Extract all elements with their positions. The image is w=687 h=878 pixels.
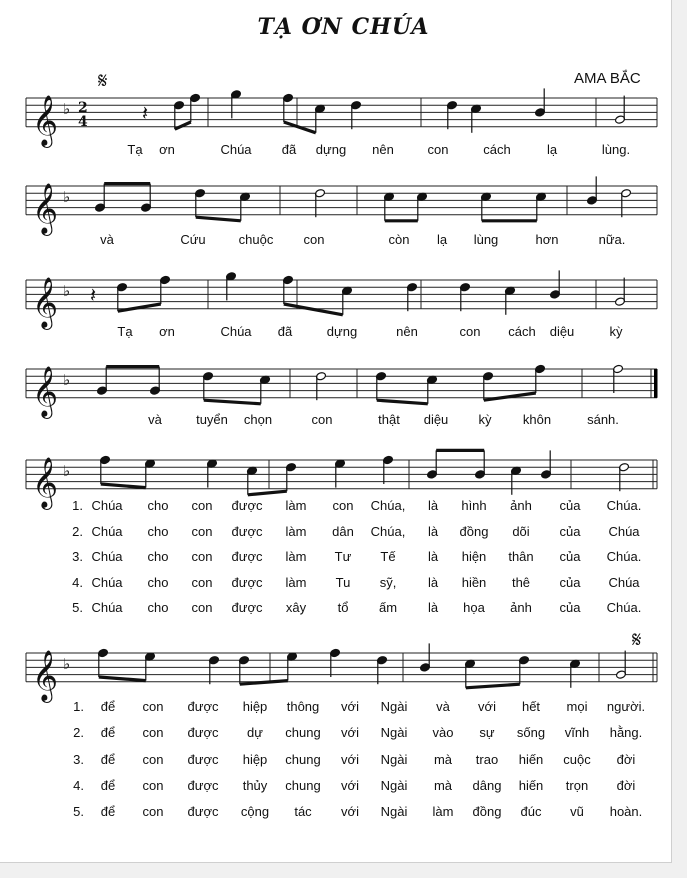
lyric-syllable: hằng. — [609, 725, 643, 741]
lyric-syllable: làm — [285, 574, 307, 590]
lyric-syllable: được — [231, 600, 263, 615]
lyric-syllable: với — [341, 699, 359, 714]
lyric-syllable: được — [187, 777, 219, 793]
lyric-syllable: cho — [147, 549, 169, 564]
lyric-syllable: sỹ, — [379, 574, 397, 590]
lyric-syllable: con — [191, 523, 213, 539]
lyric-syllable: kỳ — [609, 324, 623, 339]
lyric-syllable: Ngài — [380, 777, 408, 793]
lyric-syllable: là — [427, 549, 439, 564]
lyric-syllable: mọi — [566, 699, 588, 714]
verse-number: 3. — [73, 751, 84, 767]
lyric-syllable: với — [341, 777, 359, 793]
note-beam — [248, 491, 287, 495]
lyric-syllable: hiền — [461, 574, 487, 590]
note-beam — [101, 484, 146, 488]
lyric-syllable: chọn — [243, 412, 273, 427]
lyric-syllable: là — [427, 498, 439, 513]
note-beam — [284, 122, 316, 133]
lyric-syllable: để — [100, 777, 116, 793]
lyric-syllable: vĩnh — [564, 725, 590, 741]
lyric-syllable: vũ — [570, 804, 584, 820]
treble-clef-icon: 𝄞 — [32, 365, 59, 417]
lyric-syllable: hơn — [535, 232, 559, 247]
lyric-syllable: dâng — [472, 777, 502, 793]
lyric-syllable: thủy — [242, 777, 268, 793]
lyric-syllable: con — [459, 324, 481, 339]
lyric-syllable: Chúa, — [370, 523, 406, 539]
lyric-syllable: thông — [286, 699, 320, 714]
note-beam — [118, 304, 161, 311]
lyric-syllable: nữa. — [598, 232, 626, 247]
flat-key-signature-icon: ♭ — [63, 100, 71, 118]
lyric-syllable: lạ — [436, 232, 448, 247]
lyric-syllable: hiến — [518, 777, 544, 793]
lyric-syllable: làm — [432, 804, 454, 820]
lyric-syllable: làm — [285, 549, 307, 564]
lyric-syllable: đã — [277, 324, 293, 339]
note-beam — [284, 304, 343, 315]
lyric-syllable: nên — [396, 324, 418, 339]
lyric-syllable: Chúa — [91, 498, 123, 513]
lyric-syllable: con — [142, 699, 164, 714]
lyric-syllable: Chúa — [91, 549, 123, 564]
note-beam — [240, 681, 288, 685]
lyric-syllable: là — [427, 523, 439, 539]
lyric-syllable: đúc — [520, 804, 542, 820]
lyric-syllable: Ngài — [380, 751, 408, 767]
lyric-syllable: nên — [372, 142, 394, 157]
lyric-syllable: vào — [432, 725, 454, 741]
lyric-syllable: ấm — [378, 600, 398, 615]
lyric-syllable: tác — [294, 804, 312, 820]
lyric-syllable: hiệp — [242, 751, 268, 767]
lyric-syllable: dự — [247, 725, 263, 741]
lyric-syllable: của — [559, 523, 581, 539]
segno-icon: 𝄋 — [98, 69, 108, 94]
lyric-syllable: dựng — [326, 324, 358, 339]
lyric-syllable: Tế — [380, 549, 396, 564]
lyric-syllable: đồng — [472, 804, 502, 820]
note-beam — [99, 677, 146, 681]
lyric-syllable: với — [341, 725, 359, 741]
verse-number: 4. — [73, 777, 84, 793]
lyric-syllable: con — [427, 142, 449, 157]
lyric-syllable: với — [341, 751, 359, 767]
lyric-syllable: để — [100, 804, 116, 820]
lyric-syllable: Tu — [335, 574, 351, 590]
lyric-syllable: cách — [508, 324, 536, 339]
composer-name: AMA BẮC — [574, 70, 641, 87]
lyric-syllable: dõi — [512, 523, 530, 539]
lyric-syllable: với — [341, 804, 359, 820]
lyric-syllable: Chúa — [91, 574, 123, 590]
flat-key-signature-icon: ♭ — [63, 371, 71, 389]
lyric-syllable: để — [100, 699, 116, 714]
lyric-syllable: được — [187, 725, 219, 741]
lyric-syllable: Chúa — [220, 324, 252, 339]
lyric-syllable: kỳ — [478, 412, 492, 427]
lyric-syllable: làm — [285, 498, 307, 513]
lyric-syllable: của — [559, 574, 581, 590]
lyric-syllable: và — [148, 412, 162, 427]
lyric-syllable: Chúa — [91, 523, 123, 539]
lyric-syllable: đời — [616, 777, 636, 793]
lyric-syllable: cho — [147, 523, 169, 539]
verse-number: 1. — [72, 498, 83, 513]
verse-number: 3. — [72, 549, 83, 564]
lyric-syllable: con — [311, 412, 333, 427]
lyric-syllable: cách — [483, 142, 511, 157]
treble-clef-icon: 𝄞 — [32, 276, 59, 328]
lyric-syllable: chung — [285, 777, 321, 793]
lyric-syllable: làm — [285, 523, 307, 539]
lyric-syllable: mà — [433, 777, 453, 793]
lyric-syllable: con — [303, 232, 325, 247]
lyric-syllable: xây — [285, 600, 307, 615]
lyric-syllable: Cứu — [180, 232, 206, 247]
lyric-syllable: là — [427, 574, 439, 590]
treble-clef-icon: 𝄞 — [32, 649, 59, 701]
lyric-syllable: trao — [475, 751, 499, 767]
verse-number: 5. — [72, 600, 83, 615]
lyric-syllable: mà — [433, 751, 453, 767]
note-beam — [377, 400, 428, 404]
lyric-syllable: Ngài — [380, 725, 408, 741]
lyric-syllable: được — [231, 574, 263, 590]
lyric-syllable: được — [187, 751, 219, 767]
lyric-syllable: con — [142, 777, 164, 793]
lyric-syllable: và — [100, 232, 114, 247]
lyric-syllable: chung — [285, 725, 321, 741]
lyric-syllable: được — [187, 699, 219, 714]
note-beam — [196, 217, 241, 221]
lyric-syllable: còn — [388, 232, 410, 247]
lyric-syllable: được — [231, 549, 263, 564]
lyric-syllable: cho — [147, 498, 169, 513]
lyric-syllable: đã — [281, 142, 297, 157]
lyric-syllable: Ngài — [380, 804, 408, 820]
quarter-rest-icon: 𝄽 — [142, 101, 149, 125]
verse-number: 2. — [73, 725, 84, 741]
lyric-syllable: ảnh — [510, 498, 532, 513]
lyric-syllable: con — [142, 725, 164, 741]
lyric-syllable: Chúa. — [606, 498, 642, 513]
lyric-syllable: diệu — [549, 324, 575, 339]
lyric-syllable: được — [231, 523, 263, 539]
lyric-syllable: hình — [461, 498, 487, 513]
treble-clef-icon: 𝄞 — [32, 456, 59, 508]
lyric-syllable: con — [191, 574, 213, 590]
lyric-syllable: sự — [479, 725, 495, 741]
lyric-syllable: của — [559, 549, 581, 564]
lyric-syllable: và — [436, 699, 450, 714]
lyric-syllable: con — [142, 751, 164, 767]
lyric-syllable: đời — [616, 751, 636, 767]
lyric-syllable: trọn — [565, 777, 589, 793]
lyric-syllable: với — [478, 699, 496, 714]
lyric-syllable: hiệp — [242, 699, 268, 714]
lyric-syllable: cho — [147, 600, 169, 615]
lyric-syllable: chung — [285, 751, 321, 767]
lyric-syllable: ảnh — [510, 600, 532, 615]
lyric-syllable: Chúa. — [606, 549, 642, 564]
lyric-syllable: hoàn. — [609, 804, 643, 820]
quarter-rest-icon: 𝄽 — [90, 283, 97, 307]
lyric-syllable: để — [100, 725, 116, 741]
lyric-syllable: họa — [463, 600, 485, 615]
lyric-syllable: ơn — [159, 142, 175, 157]
lyric-syllable: ơn — [159, 324, 175, 339]
note-beam — [175, 122, 191, 129]
lyric-syllable: hiến — [518, 751, 544, 767]
verse-number: 5. — [73, 804, 84, 820]
lyric-syllable: được — [187, 804, 219, 820]
lyric-syllable: con — [191, 600, 213, 615]
lyric-syllable: con — [191, 498, 213, 513]
verse-number: 1. — [73, 699, 84, 714]
lyric-syllable: dân — [332, 523, 354, 539]
lyric-syllable: khôn — [522, 412, 552, 427]
note-beam — [466, 684, 520, 688]
lyric-syllable: tổ — [337, 600, 349, 615]
lyric-syllable: Chúa. — [606, 600, 642, 615]
lyric-syllable: sánh. — [587, 412, 619, 427]
lyric-syllable: của — [559, 600, 581, 615]
lyric-syllable: Tạ — [127, 142, 143, 157]
time-signature-bottom: 4 — [78, 114, 88, 130]
lyric-syllable: thê — [511, 574, 531, 590]
lyric-syllable: hết — [521, 699, 541, 714]
lyric-syllable: được — [231, 498, 263, 513]
note-beam — [204, 400, 261, 404]
lyric-syllable: cộng — [240, 804, 270, 820]
time-signature-top: 2 — [78, 100, 88, 116]
lyric-syllable: Chúa — [91, 600, 123, 615]
lyric-syllable: lùng — [473, 232, 499, 247]
lyric-syllable: sống — [516, 725, 546, 741]
lyric-syllable: Tạ — [117, 324, 133, 339]
lyric-syllable: Chúa — [220, 142, 252, 157]
lyric-syllable: diệu — [423, 412, 449, 427]
lyric-syllable: Chúa — [608, 574, 640, 590]
lyric-syllable: Ngài — [380, 699, 408, 714]
lyric-syllable: Tư — [334, 549, 352, 564]
verse-number: 2. — [72, 523, 83, 539]
lyric-syllable: con — [191, 549, 213, 564]
flat-key-signature-icon: ♭ — [63, 655, 71, 673]
lyric-syllable: chuộc — [238, 232, 274, 247]
lyric-syllable: đồng — [459, 523, 489, 539]
lyric-syllable: hiện — [461, 549, 487, 564]
lyric-syllable: lùng. — [601, 142, 631, 157]
treble-clef-icon: 𝄞 — [32, 182, 59, 234]
lyric-syllable: cho — [147, 574, 169, 590]
flat-key-signature-icon: ♭ — [63, 188, 71, 206]
lyric-syllable: cuộc — [563, 751, 591, 767]
lyric-syllable: dựng — [315, 142, 347, 157]
song-title: TẠ ƠN CHÚA — [257, 14, 430, 40]
lyric-syllable: con — [142, 804, 164, 820]
lyric-syllable: con — [332, 498, 354, 513]
lyric-syllable: người. — [606, 699, 646, 714]
note-beam — [484, 393, 536, 400]
lyric-syllable: là — [427, 600, 439, 615]
final-barline-thick — [654, 369, 658, 398]
verse-number: 4. — [72, 574, 83, 590]
segno-icon: 𝄋 — [632, 628, 642, 653]
lyric-syllable: thân — [508, 549, 534, 564]
treble-clef-icon: 𝄞 — [32, 94, 59, 146]
flat-key-signature-icon: ♭ — [63, 462, 71, 480]
lyric-syllable: tuyển — [196, 412, 228, 427]
lyric-syllable: của — [559, 498, 581, 513]
lyric-syllable: Chúa — [608, 523, 640, 539]
lyric-syllable: Chúa, — [370, 498, 406, 513]
lyric-syllable: lạ — [546, 142, 558, 157]
lyric-syllable: thật — [378, 412, 400, 427]
lyric-syllable: để — [100, 751, 116, 767]
flat-key-signature-icon: ♭ — [63, 282, 71, 300]
